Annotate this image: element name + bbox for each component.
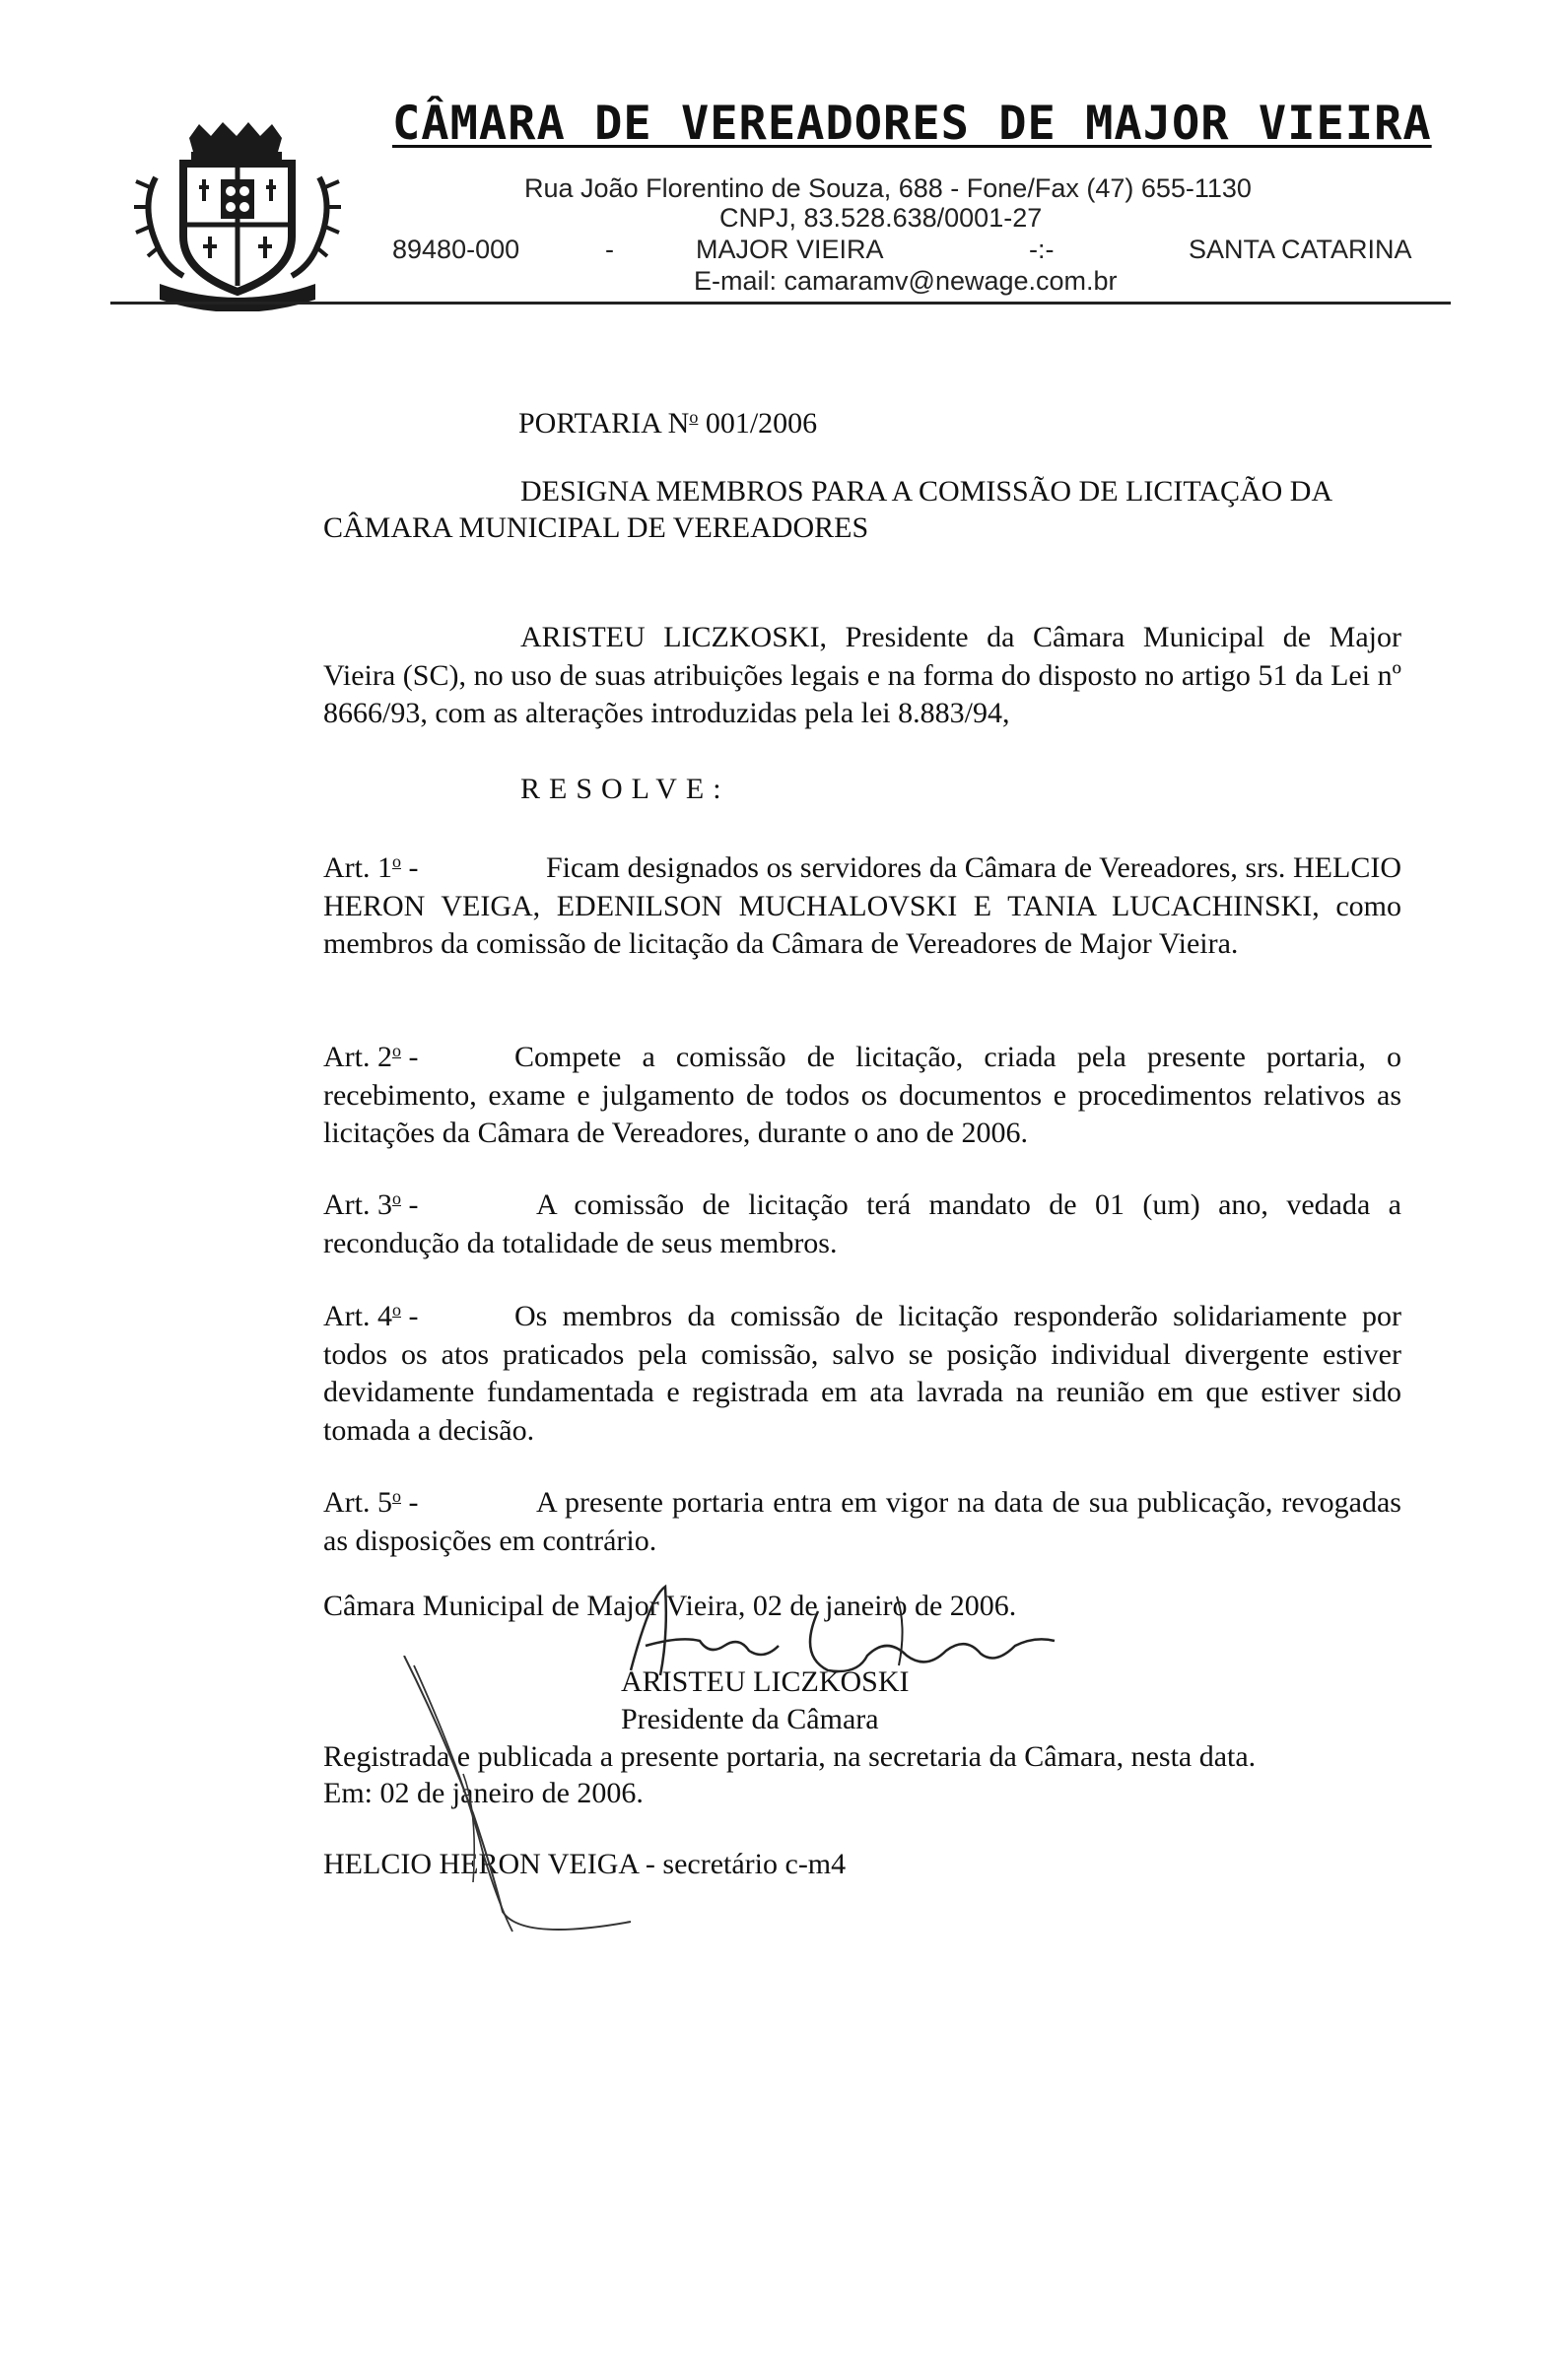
secretary-signature-icon [384,1656,700,1941]
subject-line-2: CÂMARA MUNICIPAL DE VEREADORES [323,511,869,544]
article-5: Art. 5$^o$ - A presente portaria entra em vigor na data de sua publicação, revogadas as disposições em contrário. [323,1486,1401,1557]
coat-of-arms-icon [120,118,355,311]
email-line: E-mail: camaramv@newage.com.br [694,266,1118,296]
resolve-heading: RESOLVE: [520,773,730,805]
cnpj-line: CNPJ, 83.528.638/0001-27 [719,203,1043,233]
article-4: Art. 4$^o$ - Os membros da comissão de licitação responderão solidariamente por todos os atos praticados pela comissão, salvo se posição individual divergente estiver devidamente fundamentada e registrada em ata lavrada na reunião em que estiver sido tomada a decisão. [323,1300,1401,1447]
intro-paragraph: ARISTEU LICZKOSKI, Presidente da Câmara Municipal de Major Vieira (SC), no uso de suas atribuições legais e na forma do disposto no artigo 51 da Lei nº 8666/93, com as alterações introduzidas pela lei 8.883/94, [323,621,1401,729]
subject-line-1: DESIGNA MEMBROS PARA A COMISSÃO DE LICITAÇÃO DA [520,475,1333,508]
place-and-date: Câmara Municipal de Major Vieira, 02 de janeiro de 2006. [323,1590,1017,1622]
chamber-title: CÂMARA DE VEREADORES DE MAJOR VIEIRA [392,97,1432,151]
secretary-line: HELCIO HERON VEIGA - secretário c-m4 [323,1848,847,1880]
registration-date: Em: 02 de janeiro de 2006. [323,1777,644,1809]
city-text: MAJOR VIEIRA [696,235,884,264]
signer-role: Presidente da Câmara [621,1703,879,1735]
portaria-title: PORTARIA $N^o$ 001/2006 [518,407,818,440]
signer-name: ARISTEU LICZKOSKI [621,1665,910,1698]
article-3: Art. 3$^o$ - A comissão de licitação terá mandato de 01 (um) ano, vedada a recondução da totalidade de seus membros. [323,1188,1401,1259]
separator-text: -:- [1029,235,1055,264]
state-text: SANTA CATARINA [1189,235,1412,264]
address-line: Rua João Florentino de Souza, 688 - Fone/Fax (47) 655-1130 [524,173,1252,203]
article-1: Art. 1$^o$ - Ficam designados os servidores da Câmara de Vereadores, srs. HELCIO HERON VEIGA, EDENILSON MUCHALOVSKI E TANIA LUCACHINSKI, como membros da comissão de licitação da Câmara de Vereadores de Major Vieira. [323,851,1401,960]
header-divider [110,302,1451,305]
dash-text: - [605,235,614,264]
registration-text: Registrada e publicada a presente portaria, na secretaria da Câmara, nesta data. [323,1740,1257,1773]
article-2: Art. 2$^o$ - Compete a comissão de licitação, criada pela presente portaria, o recebimento, exame e julgamento de todos os documentos e procedimentos relativos as licitações da Câmara de Vereadores, durante o ano de 2006. [323,1041,1401,1149]
cep-text: 89480-000 [392,235,520,264]
